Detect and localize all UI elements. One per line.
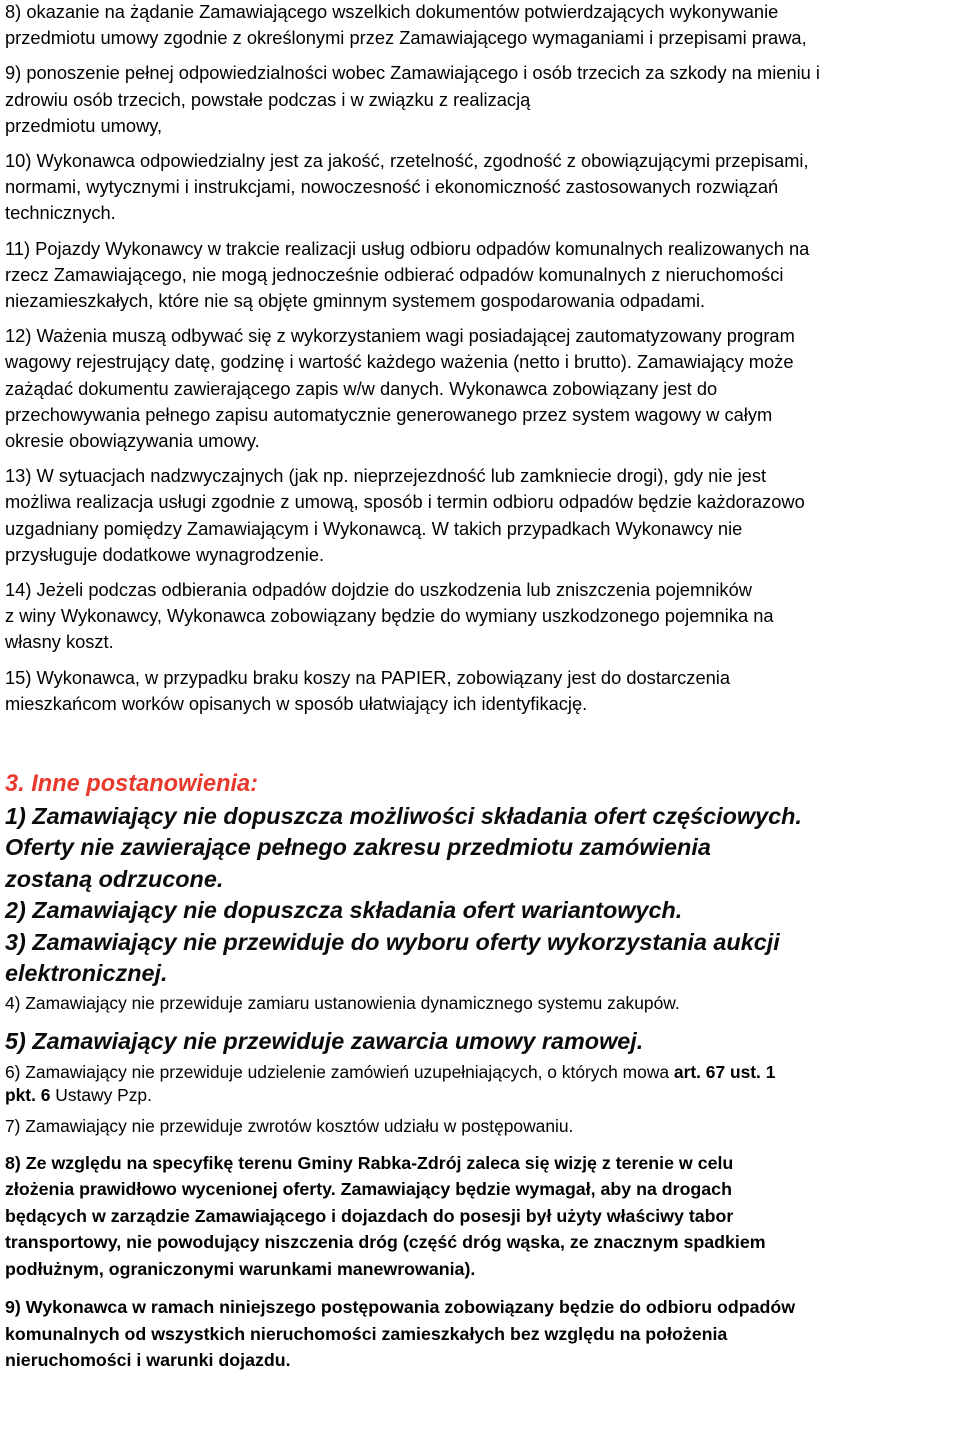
paragraph-11: 11) Pojazdy Wykonawcy w trakcie realizacji usług odbioru odpadów komunalnych realizowanych na rzecz Zamawiającego, nie mogą jednocześnie odbierać odpadów komunalnych z nieruchomości niezamieszkałych, które nie są objęte gminnym systemem gospodarowania odpadami. [5, 237, 810, 312]
section-spacer [5, 726, 956, 769]
section-3-item-1: 1) Zamawiający nie dopuszcza możliwości składania ofert częściowych. Oferty nie zawierające pełnego zakresu przedmiotu zamówienia zostaną odrzucone. [5, 802, 802, 892]
section-3-item-4: 4) Zamawiający nie przewiduje zamiaru ustanowienia dynamicznego systemu zakupów. [5, 992, 680, 1013]
paragraph-9: 9) ponoszenie pełnej odpowiedzialności wobec Zamawiającego i osób trzecich za szkody na mieniu i zdrowiu osób trzecich, powstałe podczas i w związku z realizacją przedmiotu umowy, [5, 62, 820, 136]
paragraph-10: 10) Wykonawca odpowiedzialny jest za jakość, rzetelność, zgodność z obowiązującymi przepisami, normami, wytycznymi i instrukcjami, nowoczesność i ekonomiczność zastosowanych rozwiązań technicznych. [5, 150, 809, 224]
section-3-item-6 [5, 1061, 956, 1108]
section-3-item-9: 9) Wykonawca w ramach niniejszego postępowania zobowiązany będzie do odbioru odpadów komunalnych od wszystkich nieruchomości zamieszkałych bez względu na położenia nieruchomości i warunki dojazdu. [5, 1297, 796, 1370]
item-6-legal-reference: art. 67 ust. 1 pkt. 6 [5, 1061, 776, 1106]
paragraph-15: 15) Wykonawca, w przypadku braku koszy na PAPIER, zobowiązany jest do dostarczenia mieszkańcom worków opisanych w sposób ułatwiający ich identyfikację. [5, 666, 731, 714]
item-6-text-b: Ustawy Pzp. [50, 1085, 152, 1106]
section-3-item-8: 8) Ze względu na specyfikę terenu Gminy Rabka-Zdrój zaleca się wizję z terenie w celu złożenia prawidłowo wycenionej oferty. Zamawiający będzie wymagał, aby na drogach będących w zarządzie Zamawiającego i dojazdach do posesji był użyty właściwy tabor transportowy, nie powodujący niszczenia dróg (część dróg wąska, ze znacznym spadkiem podłużnym, ograniczonymi warunkami manewrowania). [5, 1153, 766, 1279]
paragraph-13: 13) W sytuacjach nadzwyczajnych (jak np. nieprzejezdność lub zamkniecie drogi), gdy nie jest możliwa realizacja usługi zgodnie z umową, sposób i termin odbioru odpadów będzie każdorazowo uzgadniany pomiędzy Zamawiającym i Wykonawcą. W takich przypadkach Wykonawcy nie przysługuje dodatkowe wynagrodzenie. [5, 465, 805, 565]
section-3-item-2: 2) Zamawiający nie dopuszcza składania ofert wariantowych. [5, 897, 683, 924]
section-3-item-5: 5) Zamawiający nie przewiduje zawarcia umowy ramowej. [5, 1028, 644, 1055]
section-3-heading: 3. Inne postanowienia: [5, 771, 259, 798]
paragraph-14: 14) Jeżeli podczas odbierania odpadów dojdzie do uszkodzenia lub zniszczenia pojemników z winy Wykonawcy, Wykonawca zobowiązany będzie do wymiany uszkodzonego pojemnika na własny koszt. [5, 579, 774, 653]
item-6-text-a: 6) Zamawiający nie przewiduje udzielenie zamówień uzupełniających, o których mowa [5, 1061, 674, 1082]
paragraph-12: 12) Ważenia muszą odbywać się z wykorzystaniem wagi posiadającej zautomatyzowany program wagowy rejestrujący datę, godzinę i wartość każdego ważenia (netto i brutto). Zamawiający może zażądać dokumentu zawierającego zapis w/w danych. Wykonawca zobowiązany jest do przechowywania pełnego zapisu automatycznie generowanego przez system wagowy w całym okresie obowiązywania umowy. [5, 325, 795, 452]
section-3-item-3: 3) Zamawiający nie przewiduje do wyboru oferty wykorzystania aukcji elektronicznej. [5, 928, 780, 987]
paragraph-8: 8) okazanie na żądanie Zamawiającego wszelkich dokumentów potwierdzających wykonywanie przedmiotu umowy zgodnie z określonymi przez Zamawiającego wymaganiami i przepisami prawa, [5, 1, 807, 49]
section-3-item-7: 7) Zamawiający nie przewiduje zwrotów kosztów udziału w postępowaniu. [5, 1115, 574, 1136]
